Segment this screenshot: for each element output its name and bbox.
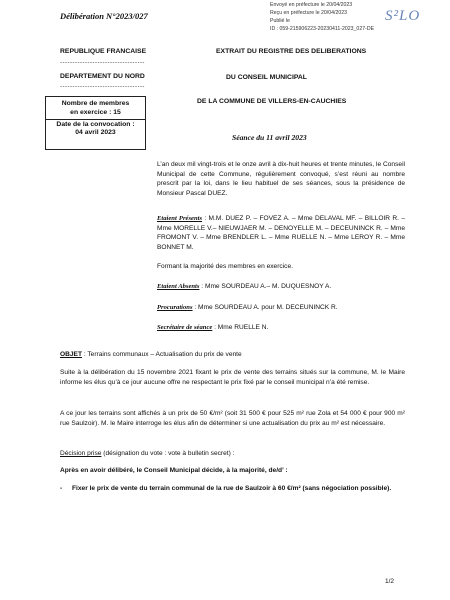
object-text: : Terrains communaux – Actualisation du prix de vente	[81, 351, 242, 358]
procurations-text: : Mme SOURDEAU A. pour M. DECEUNINCK R.	[192, 304, 338, 311]
absent-label: Etaient Absents	[157, 283, 200, 290]
info-box-divider	[46, 119, 145, 120]
stamp-received-line: Reçu en préfecture le 20/04/2023	[270, 10, 348, 16]
paragraph-current-price: A ce jour les terrains sont affichés à un prix de 50 €/m² (soit 31 500 € pour 525 m² rue Zola et 54 000 € pour 900 m² rue Saulzoir). M. le Maire interroge les élus afin de déterminer si une actualisation du prix au m² est nécessaire.	[60, 410, 405, 427]
absent-list: : Mme SOURDEAU A.– M. DUQUESNOY A.	[199, 283, 332, 290]
secretary-name: : Mme RUELLE N.	[212, 324, 269, 331]
secretary-label: Secrétaire de séance	[157, 324, 213, 331]
vote-label: Décision prise	[60, 450, 102, 457]
deliberation-number: Délibération N°2023/027	[60, 11, 148, 21]
stamp-id-line: ID : 059-215906223-20230411-2023_027-DE	[270, 26, 375, 32]
convocation-date: 04 avril 2023	[75, 129, 116, 137]
page-number: 1/2	[385, 578, 395, 585]
present-list: : M.M. DUEZ P. – FOVEZ A. – Mme DELAVAL MF. – BILLOIR R. – Mme MORELLE V.– NIEUWJAER M. – DENOYELLE M. – DECEUNINCK R. – Mme FROMONT V. – Mme BRENDLER L. – Mme RUELLE N. – Mme LEROY R. – Mme BONNET M.	[157, 215, 405, 251]
stamp-published-line: Publié le	[270, 18, 290, 24]
vote-text: (désignation du vote : vote à bulletin secret) :	[101, 450, 235, 457]
majority-statement: Formant la majorité des membres en exercice.	[157, 263, 293, 270]
present-members	[157, 214, 405, 252]
vote-line	[60, 449, 405, 459]
session-date: Séance du 11 avril 2023	[232, 133, 307, 142]
department-label: DEPARTEMENT DU NORD	[60, 73, 145, 80]
s2lo-logo: S²LO	[385, 8, 421, 24]
bullet-marker: -	[60, 485, 63, 492]
procurations-label: Procurations	[157, 304, 193, 311]
intro-paragraph: L’an deux mil vingt-trois et le onze avril à dix-huit heures et trente minutes, le Conseil Municipal de cette Commune, régulièrement convoqué, s’est réuni au nombre prescrit par la loi, dans le lieu habituel de ses séances, sous la présidence de Monsieur Pascal DUEZ.	[157, 161, 405, 197]
object-label: OBJET	[60, 351, 82, 358]
header-dashes-1: ----------------------------------	[60, 60, 145, 66]
session-secretary	[157, 323, 405, 333]
council-title: DU CONSEIL MUNICIPAL	[226, 74, 307, 81]
procurations	[157, 303, 405, 313]
members-info-box	[45, 96, 146, 150]
members-line-1: Nombre de membres	[61, 100, 130, 107]
present-label: Etaient Présents	[157, 215, 203, 222]
prefecture-stamp	[270, 1, 448, 47]
stamp-sent-line: Envoyé en préfecture le 20/04/2023	[270, 2, 353, 8]
header-dashes-2: ----------------------------------	[60, 84, 145, 90]
members-line-2: en exercice : 15	[70, 108, 121, 116]
absent-members	[157, 282, 405, 292]
convocation-label: Date de la convocation :	[56, 120, 135, 128]
paragraph-prior-deliberation: Suite à la délibération du 15 novembre 2021 fixant le prix de vente des terrains situés sur la commune, M. le Maire informe les élus qu’à ce jour aucune offre ne respectant le prix fixé par le conseil municipal n’a été remise.	[60, 369, 405, 386]
decision-statement: Après en avoir délibéré, le Conseil Municipal décide, à la majorité, de/d’ :	[60, 467, 288, 474]
commune-title: DE LA COMMUNE DE VILLERS-EN-CAUCHIES	[197, 98, 347, 105]
object-line	[60, 350, 405, 360]
republic-label: REPUBLIQUE FRANCAISE	[60, 48, 147, 55]
decision-bullet: Fixer le prix de vente du terrain communal de la rue de Saulzoir à 60 €/m² (sans négociation possible).	[72, 485, 392, 492]
registry-extract-title: EXTRAIT DU REGISTRE DES DELIBERATIONS	[216, 48, 367, 55]
